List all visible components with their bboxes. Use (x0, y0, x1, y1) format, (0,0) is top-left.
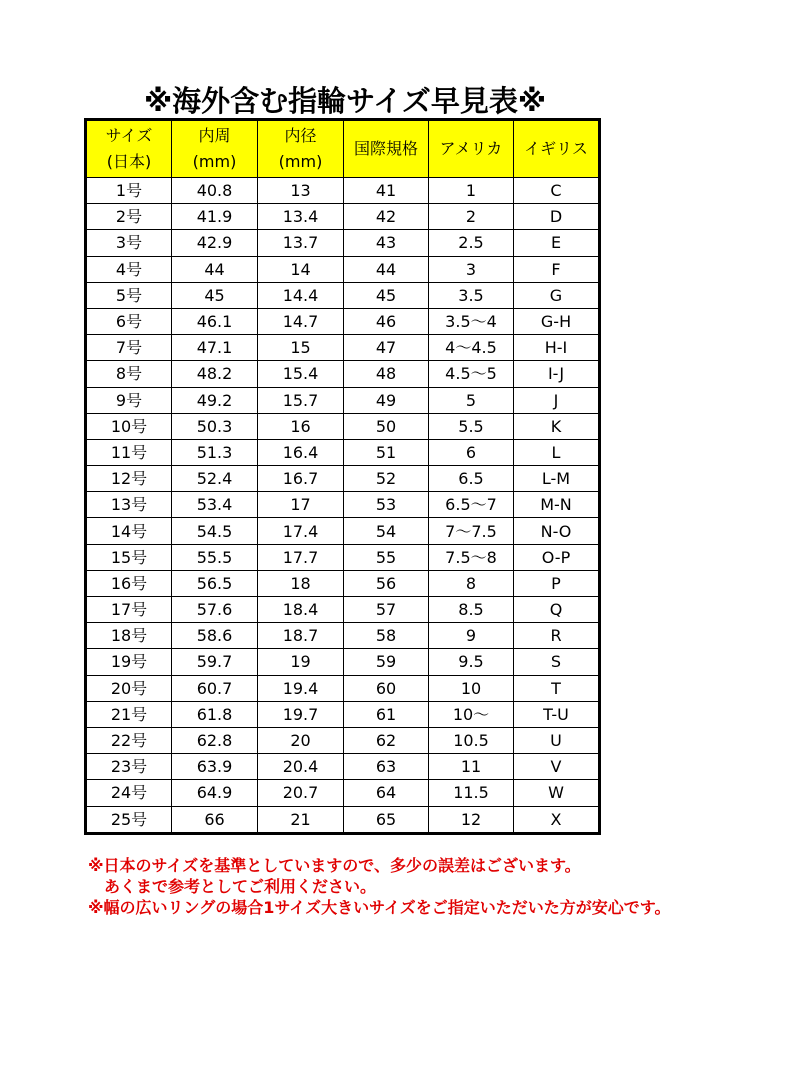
cell-usa: 8 (429, 570, 514, 596)
cell-inner-diameter: 16.7 (258, 466, 344, 492)
table-row (86, 335, 600, 361)
cell-inner-diameter: 19.4 (258, 675, 344, 701)
column-header-usa (429, 120, 514, 178)
cell-size-japan: 22号 (86, 727, 172, 753)
table-row (86, 623, 600, 649)
cell-inner-circumference: 64.9 (172, 780, 258, 806)
cell-international: 65 (344, 806, 429, 833)
cell-uk: M-N (514, 492, 600, 518)
cell-inner-diameter: 21 (258, 806, 344, 833)
cell-inner-diameter: 14.4 (258, 282, 344, 308)
cell-usa: 6.5 (429, 466, 514, 492)
header-label: アメリカ (439, 139, 503, 158)
cell-inner-diameter: 13.4 (258, 204, 344, 230)
cell-uk: K (514, 413, 600, 439)
cell-inner-circumference: 51.3 (172, 439, 258, 465)
cell-uk: V (514, 754, 600, 780)
cell-usa: 9 (429, 623, 514, 649)
cell-size-japan: 16号 (86, 570, 172, 596)
cell-inner-circumference: 56.5 (172, 570, 258, 596)
cell-usa: 6 (429, 439, 514, 465)
cell-inner-diameter: 16.4 (258, 439, 344, 465)
cell-inner-circumference: 54.5 (172, 518, 258, 544)
cell-inner-diameter: 16 (258, 413, 344, 439)
cell-inner-circumference: 42.9 (172, 230, 258, 256)
cell-international: 50 (344, 413, 429, 439)
cell-uk: U (514, 727, 600, 753)
cell-inner-diameter: 14 (258, 256, 344, 282)
cell-inner-diameter: 13 (258, 178, 344, 204)
cell-international: 44 (344, 256, 429, 282)
cell-uk: C (514, 178, 600, 204)
cell-international: 64 (344, 780, 429, 806)
table-row (86, 597, 600, 623)
cell-uk: F (514, 256, 600, 282)
cell-inner-diameter: 14.7 (258, 308, 344, 334)
cell-inner-diameter: 20.4 (258, 754, 344, 780)
cell-usa: 2.5 (429, 230, 514, 256)
cell-inner-circumference: 53.4 (172, 492, 258, 518)
column-header-inner-diameter (258, 120, 344, 178)
cell-international: 47 (344, 335, 429, 361)
cell-international: 51 (344, 439, 429, 465)
cell-international: 56 (344, 570, 429, 596)
cell-inner-diameter: 17.7 (258, 544, 344, 570)
cell-international: 53 (344, 492, 429, 518)
cell-inner-diameter: 18.4 (258, 597, 344, 623)
cell-uk: G-H (514, 308, 600, 334)
table-row (86, 727, 600, 753)
cell-size-japan: 13号 (86, 492, 172, 518)
cell-size-japan: 17号 (86, 597, 172, 623)
cell-size-japan: 7号 (86, 335, 172, 361)
notes (88, 855, 671, 918)
cell-size-japan: 10号 (86, 413, 172, 439)
cell-inner-circumference: 50.3 (172, 413, 258, 439)
cell-uk: J (514, 387, 600, 413)
table-row (86, 178, 600, 204)
table-row (86, 649, 600, 675)
cell-inner-circumference: 47.1 (172, 335, 258, 361)
cell-size-japan: 18号 (86, 623, 172, 649)
table-row (86, 387, 600, 413)
table-row (86, 492, 600, 518)
note-accuracy: ※日本のサイズを基準としていますので、多少の誤差はございます。 (88, 856, 581, 875)
cell-size-japan: 14号 (86, 518, 172, 544)
header-unit: (mm) (278, 152, 323, 171)
header-label: サイズ (105, 126, 153, 145)
cell-usa: 3 (429, 256, 514, 282)
cell-inner-circumference: 40.8 (172, 178, 258, 204)
cell-usa: 10.5 (429, 727, 514, 753)
cell-inner-circumference: 48.2 (172, 361, 258, 387)
header-unit: (mm) (192, 152, 237, 171)
cell-usa: 11 (429, 754, 514, 780)
cell-inner-circumference: 45 (172, 282, 258, 308)
cell-uk: L (514, 439, 600, 465)
cell-size-japan: 23号 (86, 754, 172, 780)
table-row (86, 570, 600, 596)
cell-inner-circumference: 49.2 (172, 387, 258, 413)
table-row (86, 413, 600, 439)
cell-international: 55 (344, 544, 429, 570)
table-row (86, 282, 600, 308)
cell-usa: 7.5〜8 (429, 544, 514, 570)
cell-usa: 6.5〜7 (429, 492, 514, 518)
cell-size-japan: 6号 (86, 308, 172, 334)
cell-international: 42 (344, 204, 429, 230)
cell-international: 57 (344, 597, 429, 623)
cell-inner-circumference: 58.6 (172, 623, 258, 649)
cell-uk: X (514, 806, 600, 833)
table-row (86, 754, 600, 780)
cell-inner-diameter: 17 (258, 492, 344, 518)
cell-usa: 3.5 (429, 282, 514, 308)
cell-international: 45 (344, 282, 429, 308)
cell-uk: S (514, 649, 600, 675)
header-label: イギリス (524, 139, 588, 158)
table-row (86, 544, 600, 570)
table-row (86, 675, 600, 701)
cell-size-japan: 11号 (86, 439, 172, 465)
column-header-uk (514, 120, 600, 178)
cell-size-japan: 8号 (86, 361, 172, 387)
cell-inner-diameter: 19.7 (258, 701, 344, 727)
cell-usa: 11.5 (429, 780, 514, 806)
cell-uk: D (514, 204, 600, 230)
cell-usa: 8.5 (429, 597, 514, 623)
cell-uk: I-J (514, 361, 600, 387)
cell-international: 61 (344, 701, 429, 727)
header-unit: (日本) (106, 152, 152, 171)
cell-size-japan: 1号 (86, 178, 172, 204)
cell-size-japan: 2号 (86, 204, 172, 230)
table-row (86, 701, 600, 727)
cell-inner-circumference: 63.9 (172, 754, 258, 780)
table-row (86, 439, 600, 465)
cell-inner-diameter: 19 (258, 649, 344, 675)
page-title: ※海外含む指輪サイズ早見表※ (143, 84, 547, 118)
cell-international: 48 (344, 361, 429, 387)
cell-international: 54 (344, 518, 429, 544)
cell-international: 52 (344, 466, 429, 492)
note-reference: あくまで参考としてご利用ください。 (104, 877, 377, 896)
cell-inner-circumference: 52.4 (172, 466, 258, 492)
cell-usa: 1 (429, 178, 514, 204)
cell-international: 49 (344, 387, 429, 413)
header-label: 内径 (284, 126, 317, 145)
cell-uk: E (514, 230, 600, 256)
cell-size-japan: 5号 (86, 282, 172, 308)
cell-inner-circumference: 62.8 (172, 727, 258, 753)
cell-inner-circumference: 44 (172, 256, 258, 282)
table-row (86, 256, 600, 282)
ring-size-table (84, 118, 601, 835)
cell-usa: 3.5〜4 (429, 308, 514, 334)
cell-inner-diameter: 20 (258, 727, 344, 753)
cell-size-japan: 4号 (86, 256, 172, 282)
table-row (86, 518, 600, 544)
cell-uk: R (514, 623, 600, 649)
table-row (86, 806, 600, 833)
cell-inner-circumference: 66 (172, 806, 258, 833)
cell-uk: G (514, 282, 600, 308)
cell-usa: 10〜 (429, 701, 514, 727)
cell-size-japan: 3号 (86, 230, 172, 256)
cell-uk: O-P (514, 544, 600, 570)
note-wide-ring: ※幅の広いリングの場合1サイズ大きいサイズをご指定いただいた方が安心です。 (88, 898, 671, 917)
cell-inner-circumference: 61.8 (172, 701, 258, 727)
cell-international: 41 (344, 178, 429, 204)
header-row (86, 120, 600, 178)
cell-inner-diameter: 18 (258, 570, 344, 596)
cell-uk: Q (514, 597, 600, 623)
cell-size-japan: 9号 (86, 387, 172, 413)
header-label: 内周 (198, 126, 231, 145)
cell-inner-diameter: 18.7 (258, 623, 344, 649)
cell-size-japan: 15号 (86, 544, 172, 570)
cell-size-japan: 12号 (86, 466, 172, 492)
cell-usa: 2 (429, 204, 514, 230)
cell-uk: H-I (514, 335, 600, 361)
cell-inner-circumference: 46.1 (172, 308, 258, 334)
cell-inner-diameter: 15.7 (258, 387, 344, 413)
table-row (86, 230, 600, 256)
cell-usa: 12 (429, 806, 514, 833)
cell-uk: W (514, 780, 600, 806)
cell-inner-circumference: 41.9 (172, 204, 258, 230)
cell-international: 58 (344, 623, 429, 649)
column-header-inner-circumference (172, 120, 258, 178)
cell-uk: L-M (514, 466, 600, 492)
cell-size-japan: 25号 (86, 806, 172, 833)
cell-usa: 7〜7.5 (429, 518, 514, 544)
cell-international: 46 (344, 308, 429, 334)
cell-size-japan: 24号 (86, 780, 172, 806)
column-header-international (344, 120, 429, 178)
cell-uk: P (514, 570, 600, 596)
column-header-size-japan (86, 120, 172, 178)
header-label: 国際規格 (353, 139, 418, 158)
cell-usa: 4.5〜5 (429, 361, 514, 387)
cell-usa: 9.5 (429, 649, 514, 675)
cell-size-japan: 19号 (86, 649, 172, 675)
cell-inner-diameter: 15.4 (258, 361, 344, 387)
cell-usa: 5 (429, 387, 514, 413)
cell-inner-diameter: 20.7 (258, 780, 344, 806)
cell-uk: T (514, 675, 600, 701)
cell-inner-circumference: 60.7 (172, 675, 258, 701)
cell-inner-circumference: 55.5 (172, 544, 258, 570)
table-row (86, 204, 600, 230)
cell-international: 60 (344, 675, 429, 701)
cell-uk: N-O (514, 518, 600, 544)
cell-international: 63 (344, 754, 429, 780)
cell-inner-diameter: 13.7 (258, 230, 344, 256)
cell-size-japan: 21号 (86, 701, 172, 727)
cell-usa: 10 (429, 675, 514, 701)
cell-international: 43 (344, 230, 429, 256)
cell-inner-circumference: 59.7 (172, 649, 258, 675)
cell-inner-diameter: 15 (258, 335, 344, 361)
cell-uk: T-U (514, 701, 600, 727)
table-row (86, 466, 600, 492)
table-body (86, 178, 600, 834)
cell-international: 62 (344, 727, 429, 753)
table-row (86, 780, 600, 806)
table-row (86, 361, 600, 387)
cell-usa: 5.5 (429, 413, 514, 439)
table-row (86, 308, 600, 334)
cell-inner-diameter: 17.4 (258, 518, 344, 544)
cell-inner-circumference: 57.6 (172, 597, 258, 623)
cell-international: 59 (344, 649, 429, 675)
cell-size-japan: 20号 (86, 675, 172, 701)
cell-usa: 4〜4.5 (429, 335, 514, 361)
